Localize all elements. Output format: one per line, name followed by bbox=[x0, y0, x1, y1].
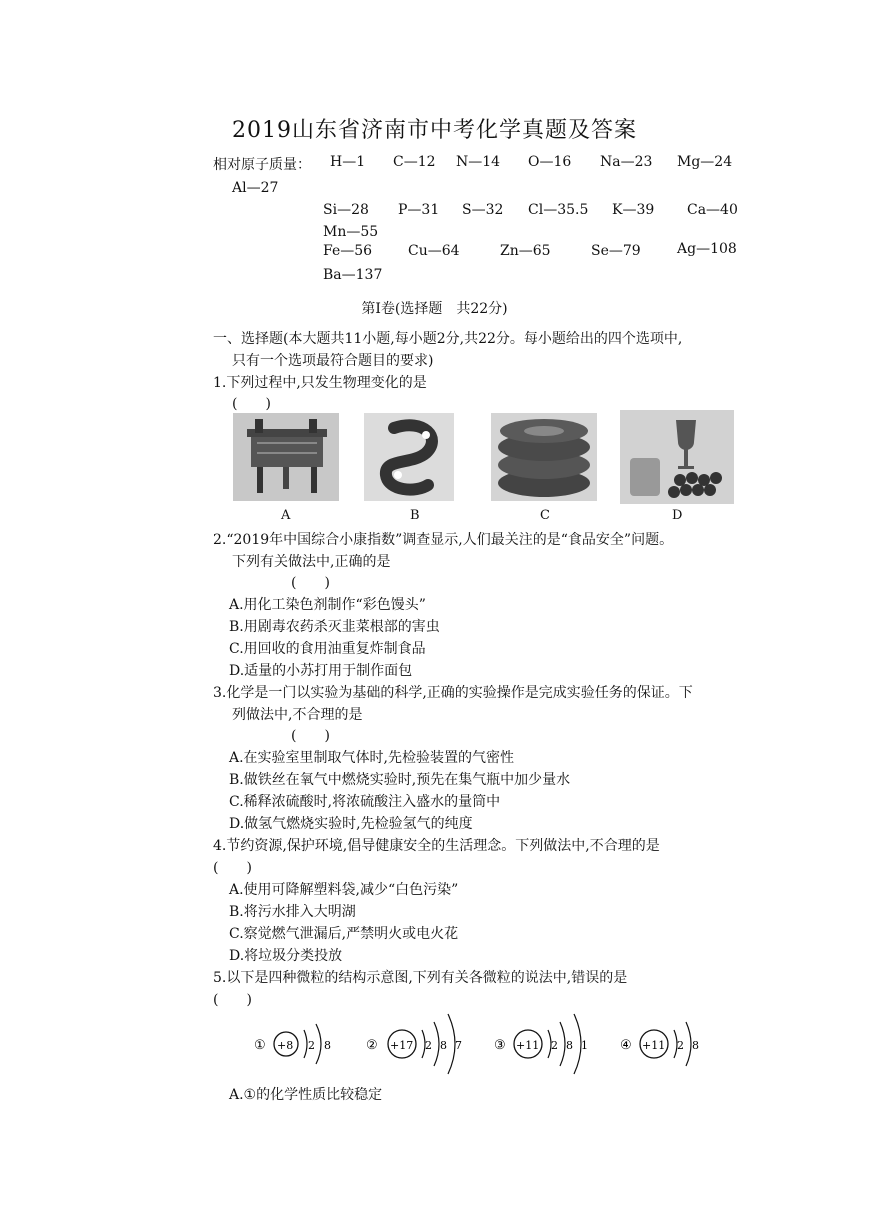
particle-3-shell-3-count: 1 bbox=[581, 1039, 588, 1052]
particle-2-shell-3-count: 7 bbox=[455, 1039, 462, 1052]
atomic-structure-diagrams bbox=[250, 1010, 720, 1076]
particle-1-shell-1-count: 2 bbox=[308, 1039, 315, 1052]
q3-option-d: D.做氢气燃烧实验时,先检验氢气的纯度 bbox=[229, 816, 473, 832]
q3-option-c: C.稀释浓硫酸时,将浓硫酸注入盛水的量筒中 bbox=[229, 794, 501, 810]
particle-1-shell-2-count: 8 bbox=[324, 1039, 331, 1052]
atomic-mass-na: Na—23 bbox=[600, 154, 653, 170]
particle-3-shell-3 bbox=[574, 1014, 581, 1074]
q2-option-c: C.用回收的食用油重复炸制食品 bbox=[229, 641, 426, 657]
atomic-mass-ag: Ag—108 bbox=[677, 241, 737, 257]
atomic-mass-k: K—39 bbox=[612, 202, 655, 218]
particle-4-diagram bbox=[620, 1022, 699, 1066]
q3-stem-2: 列做法中,不合理的是 bbox=[232, 707, 363, 723]
particle-2-nucleus-charge: +17 bbox=[390, 1039, 414, 1052]
particle-1-shell-2 bbox=[316, 1024, 321, 1064]
particle-2-label: ② bbox=[366, 1038, 378, 1053]
particle-1-nucleus-charge: +8 bbox=[277, 1039, 294, 1052]
bronze-ding-icon bbox=[233, 413, 339, 501]
q1-bracket: ( ) bbox=[232, 396, 271, 412]
particle-2-diagram bbox=[366, 1014, 462, 1074]
q5-stem: 5.以下是四种微粒的结构示意图,下列有关各微粒的说法中,错误的是 bbox=[213, 970, 628, 986]
page-title: 2019山东省济南市中考化学真题及答案 bbox=[232, 118, 637, 143]
particle-2-shell-1-count: 2 bbox=[425, 1039, 432, 1052]
q2-stem-2: 下列有关做法中,正确的是 bbox=[232, 554, 391, 570]
q5-option-a: A.①的化学性质比较稳定 bbox=[229, 1087, 383, 1103]
q1-stem: 1.下列过程中,只发生物理变化的是 bbox=[213, 375, 427, 391]
particle-1-shell-1 bbox=[304, 1030, 307, 1058]
q3-option-b: B.做铁丝在氧气中燃烧实验时,预先在集气瓶中加少量水 bbox=[229, 772, 571, 788]
q2-bracket: ( ) bbox=[291, 575, 330, 591]
particle-4-label: ④ bbox=[620, 1038, 632, 1053]
q4-option-a: A.使用可降解塑料袋,减少“白色污染” bbox=[229, 882, 459, 898]
particle-3-shell-2 bbox=[560, 1022, 565, 1066]
q1-label-c: C bbox=[540, 508, 550, 523]
atomic-mass-c: C—12 bbox=[393, 154, 436, 170]
atomic-mass-si: Si—28 bbox=[323, 202, 369, 218]
particle-2-shell-2-count: 8 bbox=[440, 1039, 447, 1052]
particle-4-shell-2 bbox=[686, 1022, 691, 1066]
atomic-mass-s: S—32 bbox=[462, 202, 504, 218]
particle-1-label: ① bbox=[254, 1038, 266, 1053]
section-title: 第Ⅰ卷(选择题 共22分) bbox=[361, 301, 508, 317]
q4-option-c: C.察觉燃气泄漏后,严禁明火或电火花 bbox=[229, 926, 459, 942]
particle-4-nucleus-charge: +11 bbox=[642, 1039, 666, 1052]
q3-option-a: A.在实验室里制取气体时,先检验装置的气密性 bbox=[229, 750, 515, 766]
q5-bracket: ( ) bbox=[213, 992, 252, 1008]
q2-option-a: A.用化工染色剂制作“彩色馒头” bbox=[229, 597, 426, 613]
particle-3-shell-1-count: 2 bbox=[551, 1039, 558, 1052]
particle-3-label: ③ bbox=[494, 1038, 506, 1053]
q1-label-d: D bbox=[672, 508, 683, 523]
q1-label-a: A bbox=[281, 508, 291, 523]
q3-stem-1: 3.化学是一门以实验为基础的科学,正确的实验操作是完成实验任务的保证。下 bbox=[213, 685, 693, 701]
jade-dragon-icon bbox=[364, 413, 454, 501]
atomic-mass-label: 相对原子质量： bbox=[213, 157, 311, 173]
tire-stack-icon bbox=[491, 413, 597, 501]
particle-4-shell-2-count: 8 bbox=[692, 1039, 699, 1052]
atomic-mass-ca: Ca—40 bbox=[687, 202, 738, 218]
particle-4-shell-1-count: 2 bbox=[677, 1039, 684, 1052]
particle-1-diagram bbox=[254, 1024, 331, 1064]
instructions-line-2: 只有一个选项最符合题目的要求) bbox=[232, 353, 434, 369]
atomic-mass-o: O—16 bbox=[528, 154, 572, 170]
q2-stem-1: 2.“2019年中国综合小康指数”调查显示,人们最关注的是“食品安全”问题。 bbox=[213, 532, 674, 548]
atomic-mass-ba: Ba—137 bbox=[323, 267, 383, 283]
atomic-mass-cu: Cu—64 bbox=[408, 243, 460, 259]
q2-option-d: D.适量的小苏打用于制作面包 bbox=[229, 663, 413, 679]
particle-3-nucleus-charge: +11 bbox=[516, 1039, 540, 1052]
particle-2-shell-3 bbox=[448, 1014, 455, 1074]
instructions-line-1: 一、选择题(本大题共11小题,每小题2分,共22分。每小题给出的四个选项中, bbox=[213, 331, 683, 347]
atomic-mass-al: Al—27 bbox=[232, 180, 279, 196]
particle-3-diagram bbox=[494, 1014, 588, 1074]
atomic-mass-se: Se—79 bbox=[591, 243, 641, 259]
atomic-mass-fe: Fe—56 bbox=[323, 243, 373, 259]
particle-2-shell-2 bbox=[434, 1022, 439, 1066]
q4-option-b: B.将污水排入大明湖 bbox=[229, 904, 356, 920]
q3-bracket: ( ) bbox=[291, 728, 330, 744]
q1-label-b: B bbox=[410, 508, 420, 523]
q4-bracket: ( ) bbox=[213, 860, 252, 876]
q4-option-d: D.将垃圾分类投放 bbox=[229, 948, 343, 964]
atomic-mass-n: N—14 bbox=[456, 154, 501, 170]
atomic-mass-h: H—1 bbox=[330, 154, 366, 170]
atomic-mass-mn: Mn—55 bbox=[323, 224, 379, 240]
atomic-mass-mg: Mg—24 bbox=[677, 154, 733, 170]
q2-option-b: B.用剧毒农药杀灭韭菜根部的害虫 bbox=[229, 619, 440, 635]
q4-stem: 4.节约资源,保护环境,倡导健康安全的生活理念。下列做法中,不合理的是 bbox=[213, 838, 660, 854]
atomic-mass-p: P—31 bbox=[398, 202, 440, 218]
atomic-mass-cl: Cl—35.5 bbox=[528, 202, 589, 218]
wine-grapes-icon bbox=[620, 410, 734, 504]
particle-3-shell-2-count: 8 bbox=[566, 1039, 573, 1052]
atomic-mass-zn: Zn—65 bbox=[500, 243, 551, 259]
